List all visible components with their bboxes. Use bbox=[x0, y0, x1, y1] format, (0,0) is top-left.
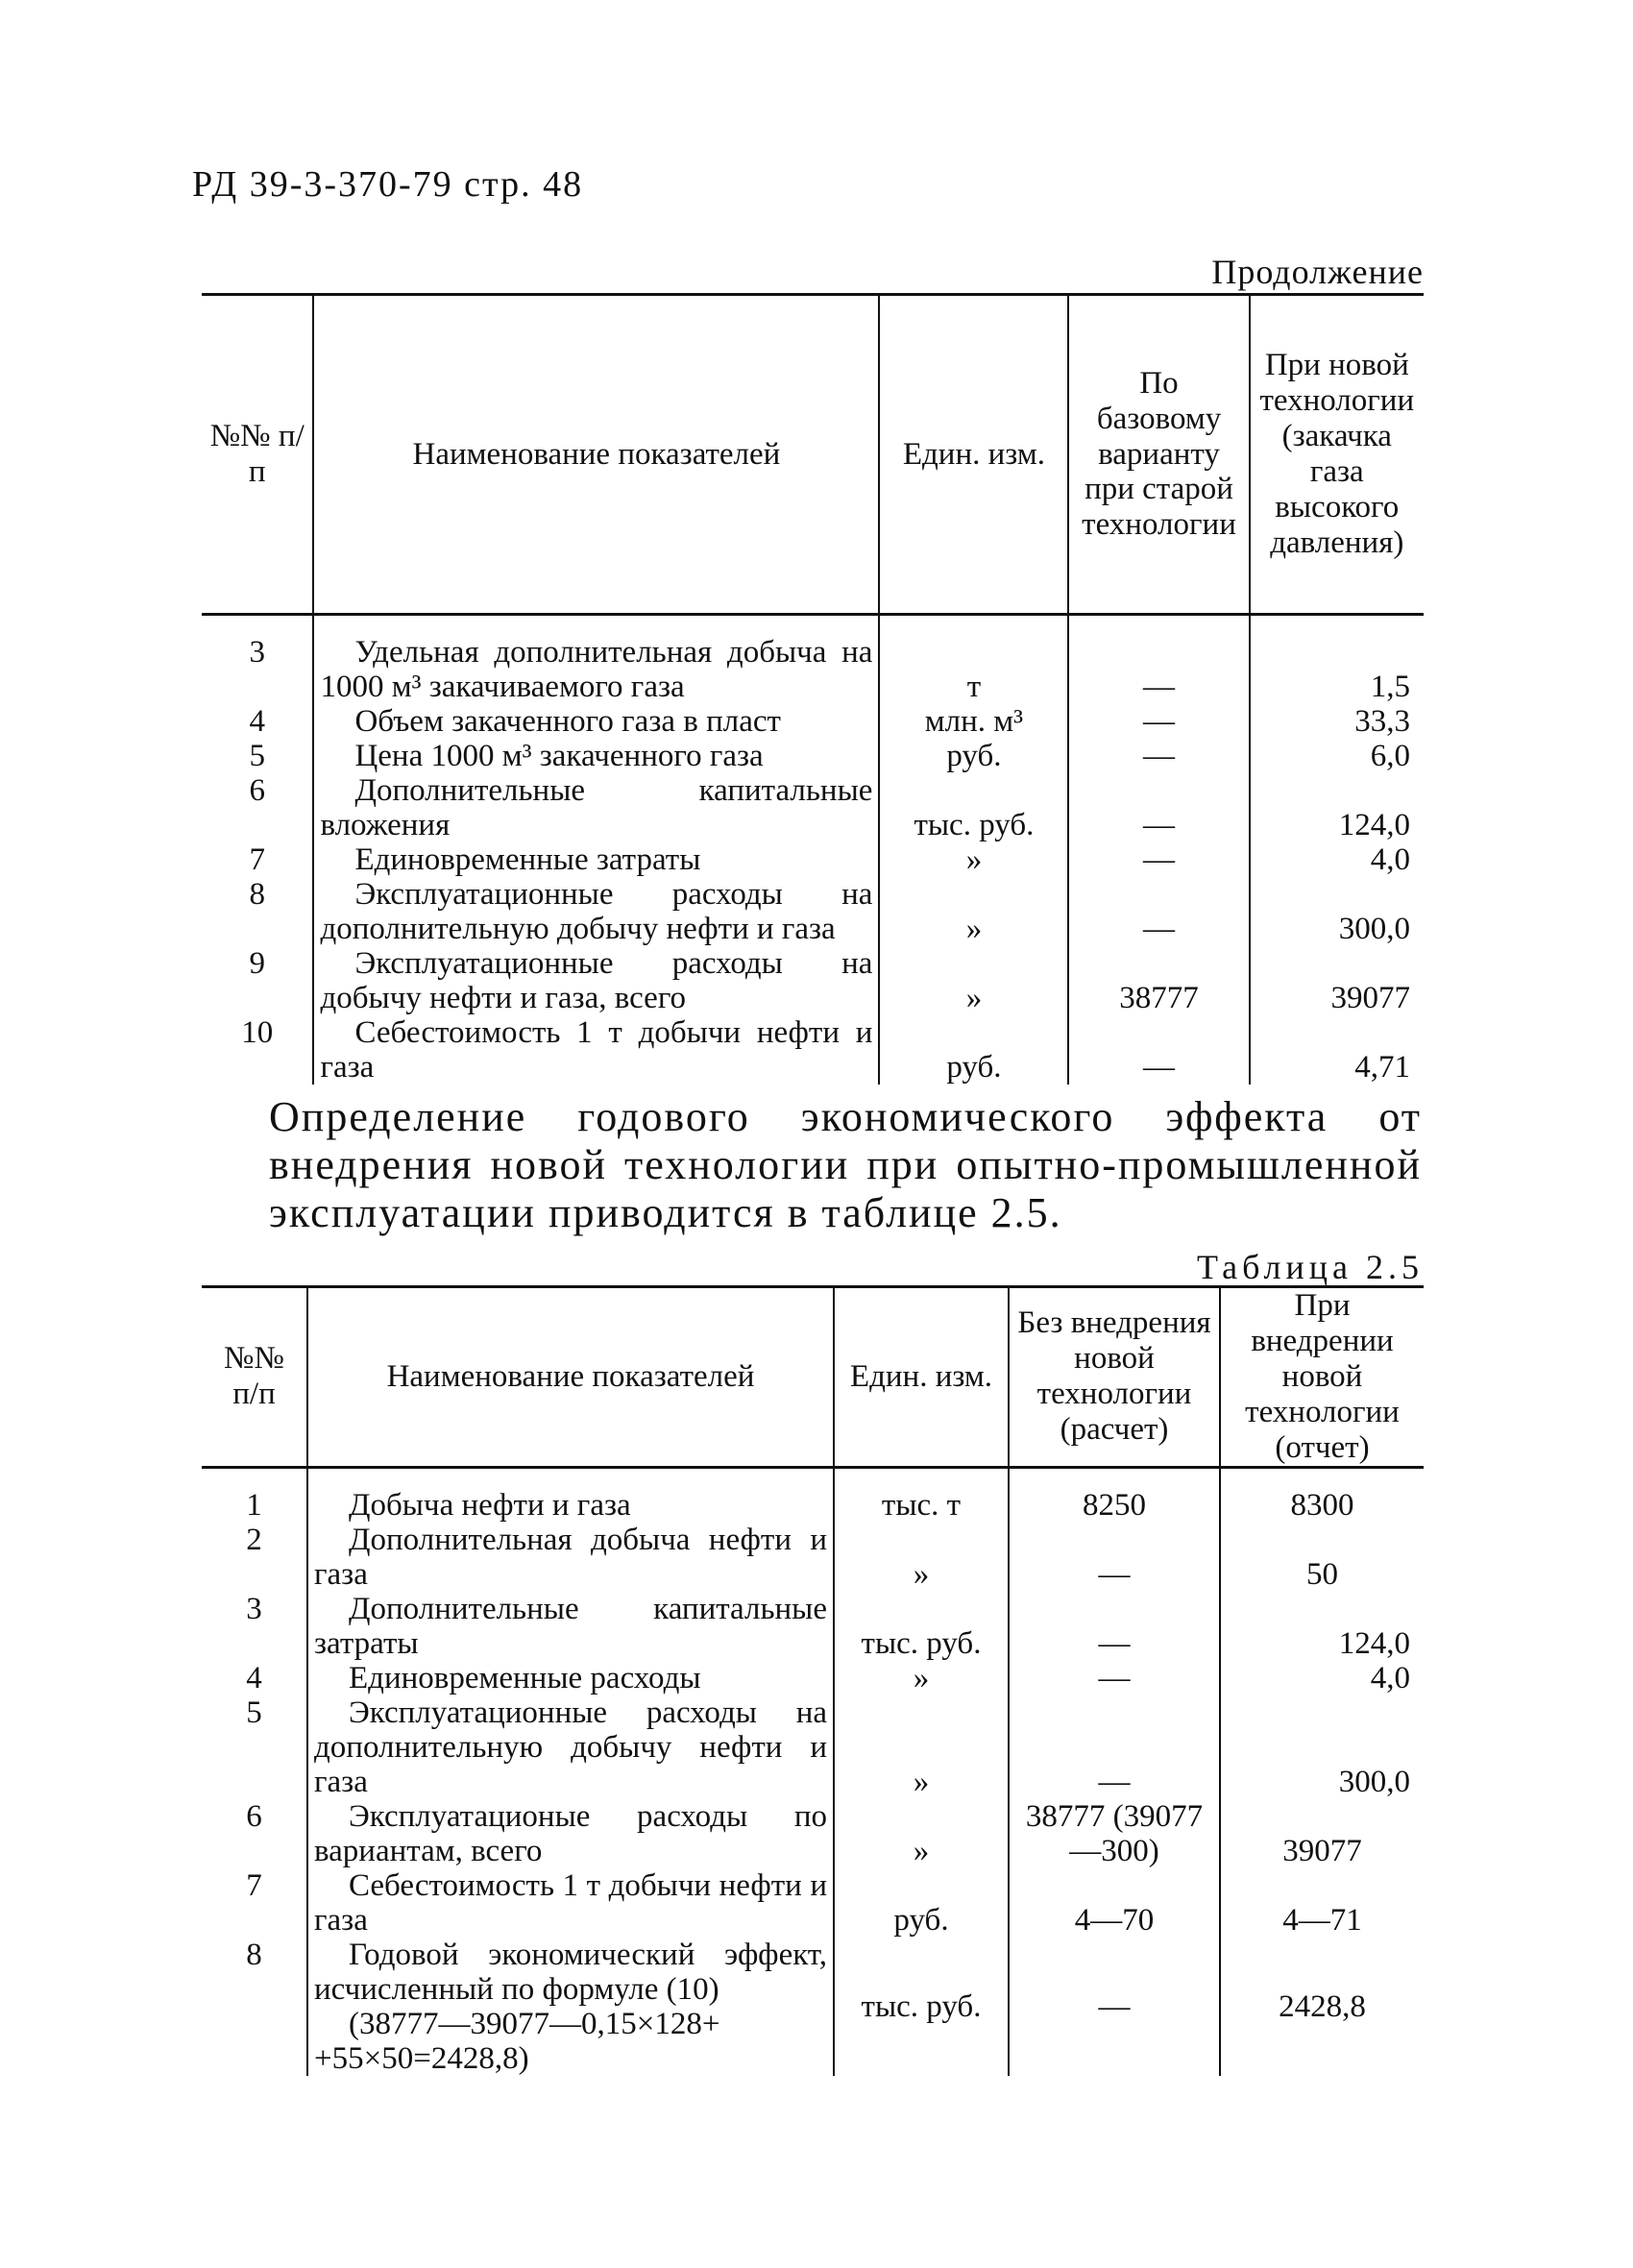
row-base: — bbox=[1068, 615, 1249, 705]
table-continuation-label: Продолжение bbox=[1211, 253, 1424, 291]
row-unit: » bbox=[834, 1523, 1009, 1592]
row-num: 9 bbox=[249, 946, 265, 981]
row-without: 4—70 bbox=[1009, 1868, 1220, 1938]
row-num: 5 bbox=[246, 1695, 262, 1730]
row-with: 4,0 bbox=[1220, 1661, 1424, 1695]
row-formula: (38777—39077—0,15×128+ +55×50=2428,8) bbox=[314, 2006, 720, 2076]
row-name: Эксплуатационые расходы по вариантам, всего bbox=[314, 1798, 827, 1868]
table-row bbox=[202, 946, 1424, 1015]
row-unit: млн. м³ bbox=[879, 704, 1068, 739]
row-unit: » bbox=[834, 1661, 1009, 1695]
row-name: Годовой экономический эффект, исчисленный по формуле (10) bbox=[314, 1937, 827, 2007]
row-unit: руб. bbox=[879, 1015, 1068, 1085]
row-num: 6 bbox=[249, 773, 265, 808]
row-with: 4—71 bbox=[1220, 1868, 1424, 1938]
row-with: 2428,8 bbox=[1220, 1938, 1424, 2076]
economic-effect-table bbox=[202, 1285, 1424, 2076]
row-unit: » bbox=[879, 842, 1068, 877]
table-caption: Таблица 2.5 bbox=[1197, 1248, 1424, 1286]
row-new: 6,0 bbox=[1250, 739, 1424, 773]
header-unit: Един. изм. bbox=[834, 1287, 1009, 1468]
page-header: РД 39-3-370-79 стр. 48 bbox=[192, 164, 584, 205]
row-unit: тыс. руб. bbox=[834, 1938, 1009, 2076]
row-base: 38777 bbox=[1068, 946, 1249, 1015]
indicators-table-continued bbox=[202, 293, 1424, 1085]
table-row bbox=[202, 1695, 1424, 1799]
row-name: Единовременные расходы bbox=[349, 1660, 701, 1695]
row-new: 1,5 bbox=[1250, 615, 1424, 705]
row-unit: тыс. т bbox=[834, 1467, 1009, 1523]
row-new: 4,71 bbox=[1250, 1015, 1424, 1085]
row-without: — bbox=[1009, 1661, 1220, 1695]
row-new: 39077 bbox=[1250, 946, 1424, 1015]
row-unit: » bbox=[834, 1695, 1009, 1799]
row-name: Себестоимость 1 т добычи нефти и газа bbox=[320, 1015, 873, 1085]
row-unit: тыс. руб. bbox=[879, 773, 1068, 842]
table-row bbox=[202, 877, 1424, 946]
row-unit: » bbox=[879, 877, 1068, 946]
row-unit: руб. bbox=[879, 739, 1068, 773]
row-num: 6 bbox=[246, 1798, 262, 1834]
row-without: — bbox=[1009, 1695, 1220, 1799]
row-num: 3 bbox=[249, 635, 265, 670]
row-with: 300,0 bbox=[1220, 1695, 1424, 1799]
row-unit: тыс. руб. bbox=[834, 1592, 1009, 1661]
row-num: 3 bbox=[246, 1591, 262, 1626]
table-header-row bbox=[202, 1287, 1424, 1468]
header-new-technology: При новой технологии (закачка газа высокого давления) bbox=[1250, 295, 1424, 615]
header-num: №№ п/п bbox=[202, 295, 313, 615]
table-row bbox=[202, 842, 1424, 877]
row-name: Добыча нефти и газа bbox=[349, 1487, 631, 1523]
header-num: №№ п/п bbox=[202, 1287, 307, 1468]
row-num: 2 bbox=[246, 1522, 262, 1557]
row-without: — bbox=[1009, 1592, 1220, 1661]
table-row bbox=[202, 615, 1424, 705]
row-new: 124,0 bbox=[1250, 773, 1424, 842]
row-name: Удельная дополнительная добыча на 1000 м³ закачиваемого газа bbox=[320, 635, 873, 704]
table-header-row bbox=[202, 295, 1424, 615]
header-unit: Един. изм. bbox=[879, 295, 1068, 615]
row-name: Эксплуатационные расходы на дополнительную добычу нефти и газа bbox=[320, 877, 873, 946]
row-base: — bbox=[1068, 704, 1249, 739]
row-num: 1 bbox=[246, 1487, 262, 1523]
table-row bbox=[202, 704, 1424, 739]
row-num: 10 bbox=[241, 1015, 274, 1050]
row-base: — bbox=[1068, 842, 1249, 877]
header-name: Наименование показателей bbox=[307, 1287, 834, 1468]
row-new: 300,0 bbox=[1250, 877, 1424, 946]
row-num: 5 bbox=[249, 739, 265, 773]
table-row bbox=[202, 739, 1424, 773]
row-new: 4,0 bbox=[1250, 842, 1424, 877]
header-base-variant: По базовому варианту при старой технологии bbox=[1068, 295, 1249, 615]
row-unit: » bbox=[834, 1799, 1009, 1868]
table-row bbox=[202, 1015, 1424, 1085]
row-with: 124,0 bbox=[1220, 1592, 1424, 1661]
row-without: — bbox=[1009, 1938, 1220, 2076]
row-name: Дополнительные капитальные вложения bbox=[320, 773, 873, 842]
row-name: Цена 1000 м³ закаченного газа bbox=[354, 739, 764, 773]
row-unit: т bbox=[879, 615, 1068, 705]
table-row bbox=[202, 1592, 1424, 1661]
row-name: Себестоимость 1 т добычи нефти и газа bbox=[314, 1867, 827, 1938]
table-row bbox=[202, 1523, 1424, 1592]
row-without: — bbox=[1009, 1523, 1220, 1592]
body-paragraph: Определение годового экономического эффекта от внедрения новой технологии при опытно-промышленной эксплуатации приводится в таблице 2.5. bbox=[269, 1093, 1422, 1236]
row-with: 8300 bbox=[1220, 1467, 1424, 1523]
header-without-technology: Без внедрения новой технологии (расчет) bbox=[1009, 1287, 1220, 1468]
row-with: 50 bbox=[1220, 1523, 1424, 1592]
row-name: Объем закаченного газа в пласт bbox=[354, 704, 781, 739]
header-with-technology: При внедрении новой технологии (отчет) bbox=[1220, 1287, 1424, 1468]
row-num: 4 bbox=[249, 704, 265, 739]
row-base: — bbox=[1068, 1015, 1249, 1085]
row-num: 8 bbox=[246, 1937, 262, 1972]
table-row bbox=[202, 773, 1424, 842]
table-row bbox=[202, 1799, 1424, 1868]
row-base: — bbox=[1068, 773, 1249, 842]
row-without: 38777 (39077—300) bbox=[1009, 1799, 1220, 1868]
row-name: Эксплуатационные расходы на добычу нефти и газа, всего bbox=[320, 946, 873, 1015]
row-name: Единовременные затраты bbox=[354, 842, 701, 877]
table-row bbox=[202, 1868, 1424, 1938]
row-without: 8250 bbox=[1009, 1467, 1220, 1523]
row-unit: руб. bbox=[834, 1868, 1009, 1938]
row-num: 7 bbox=[246, 1867, 262, 1903]
row-name: Дополнительные капитальные затраты bbox=[314, 1591, 827, 1661]
row-unit: » bbox=[879, 946, 1068, 1015]
row-new: 33,3 bbox=[1250, 704, 1424, 739]
row-base: — bbox=[1068, 877, 1249, 946]
row-name: Эксплуатационные расходы на дополнительную добычу нефти и газа bbox=[314, 1695, 827, 1799]
row-base: — bbox=[1068, 739, 1249, 773]
row-with: 39077 bbox=[1220, 1799, 1424, 1868]
table-row bbox=[202, 1661, 1424, 1695]
row-name: Дополнительная добыча нефти и газа bbox=[314, 1522, 827, 1592]
header-name: Наименование показателей bbox=[313, 295, 879, 615]
table-row bbox=[202, 1467, 1424, 1523]
row-num: 4 bbox=[246, 1660, 262, 1695]
row-num: 8 bbox=[249, 877, 265, 912]
row-num: 7 bbox=[249, 842, 265, 877]
table-row bbox=[202, 1938, 1424, 2076]
